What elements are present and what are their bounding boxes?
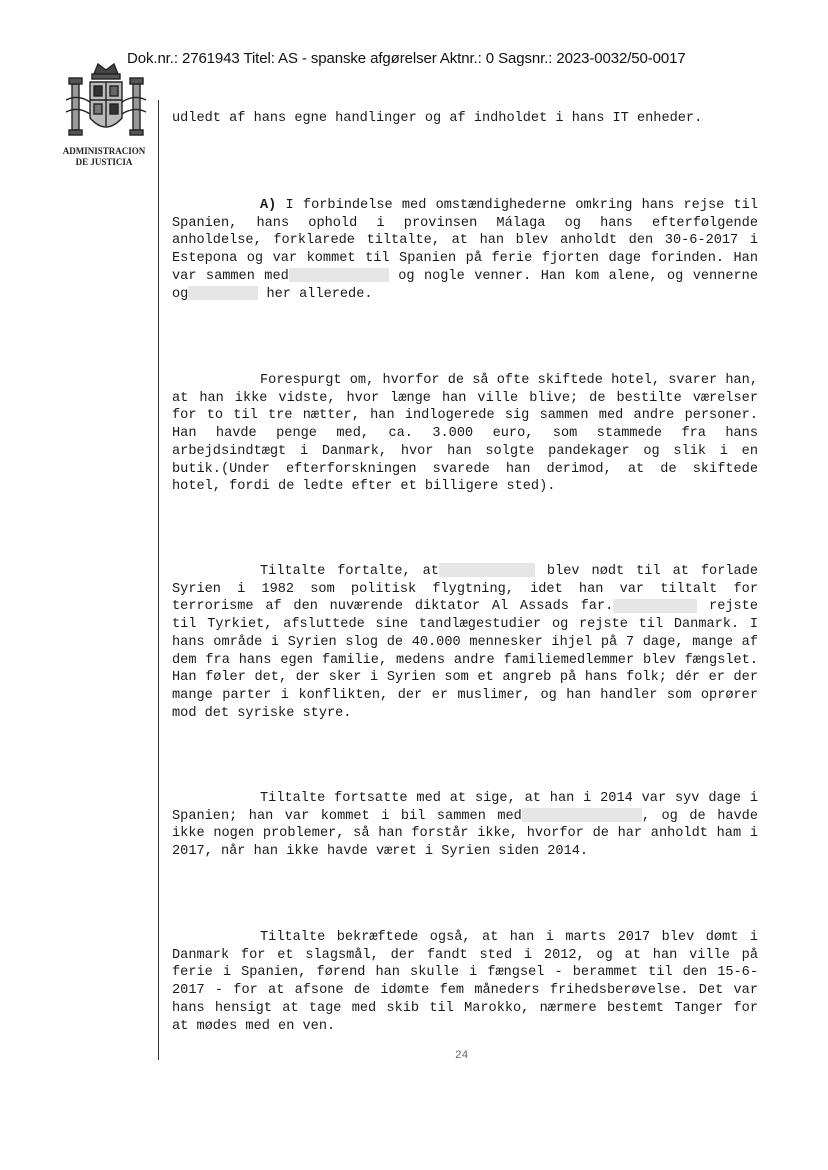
section-heading-a: A) [260, 198, 277, 213]
crest-caption-line2: DE JUSTICIA [75, 157, 133, 167]
page-number: 24 [455, 1050, 469, 1062]
document-header: Dok.nr.: 2761943 Titel: AS - spanske afgørelser Aktnr.: 0 Sagsnr.: 2023-0032/50-0017 [127, 50, 686, 67]
coat-of-arms-icon [58, 60, 154, 150]
paragraph-1 [172, 110, 758, 128]
redaction [188, 286, 258, 300]
paragraph-2-text-end: her allerede. [258, 286, 373, 302]
paragraph-3 [172, 372, 758, 496]
redaction [613, 599, 697, 613]
paragraph-5-text: Tiltalte fortsatte med at sige, at han i 2014 var syv dage i Spanien; han var kommet i bil sammen med [172, 791, 758, 824]
crest-caption [52, 146, 156, 168]
redaction [522, 808, 642, 822]
crest-caption-line1: ADMINISTRACION [62, 146, 146, 156]
paragraph-4 [172, 563, 758, 722]
redaction [439, 563, 535, 577]
paragraph-4-text: Tiltalte fortalte, at [260, 564, 439, 579]
paragraph-2-text-cont: og nogle venner. Han kom alene, og vennerne og [172, 268, 758, 302]
margin-rule [158, 100, 159, 1060]
redaction [289, 268, 389, 282]
paragraph-4-text-cont: blev nødt til at forlade Syrien i 1982 som politisk flygtning, idet han var tiltalt for terrorisme af den nuværende diktator Al Assads far. [172, 564, 758, 615]
paragraph-5-text-cont: , og de havde ikke nogen problemer, så han forstår ikke, hvorfor de har anholdt ham i 2017, når han ikke havde været i Syrien siden 2014. [172, 808, 758, 860]
paragraph-2-text: I forbindelse med omstændighederne omkring hans rejse til Spanien, hans ophold i provinsen Málaga og hans efterfølgende anholdelse, forklarede tiltalte, at han blev anholdt den 30-6-2017 i Estepona og var kommet til Spanien på ferie fjorten dage forinden. Han var sammen med [172, 198, 758, 284]
paragraph-6 [172, 929, 758, 1035]
paragraph-2 [172, 197, 758, 303]
paragraph-3-text: Forespurgt om, hvorfor de så ofte skiftede hotel, svarer han, at han ikke vidste, hvor længe han ville blive; de bestilte værelser for to til tre nætter, han indlogerede sig sammen med andre personer. Han havde penge med, ca. 3.000 euro, som stammede fra hans arbejdsindtægt i Danmark, hvor han solgte pandekager og slik i en butik.(Under efterforskningen svarede han derimod, at de skiftede hotel, fordi de ledte efter et billigere sted). [172, 373, 758, 495]
paragraph-1-text: udledt af hans egne handlinger og af indholdet i hans IT enheder. [172, 111, 703, 126]
paragraph-5 [172, 790, 758, 861]
paragraph-6-text: Tiltalte bekræftede også, at han i marts 2017 blev dømt i Danmark for et slagsmål, der fandt sted i 2012, og at han ville på ferie i Spanien, førend han skulle i fængsel - berammet til den 15-6-2017 - for at afsone de idømte fem måneders frihedsberøvelse. Det var hans hensigt at tage med skib til Marokko, nærmere bestemt Tanger for at mødes med en ven. [172, 930, 758, 1034]
paragraph-4-text-end: rejste til Tyrkiet, afsluttede sine tandlægestudier og rejste til Danmark. I hans område i Syrien slog de 40.000 mennesker ihjel på 7 dage, mange af dem fra hans egen familie, medens andre familiemedlemmer blev fængslet. Han føler det, der sker i Syrien som et angreb på hans folk; dér er der mange parter i konflikten, der er muslimer, og han handler som oprører mod det syriske styre. [172, 599, 758, 721]
